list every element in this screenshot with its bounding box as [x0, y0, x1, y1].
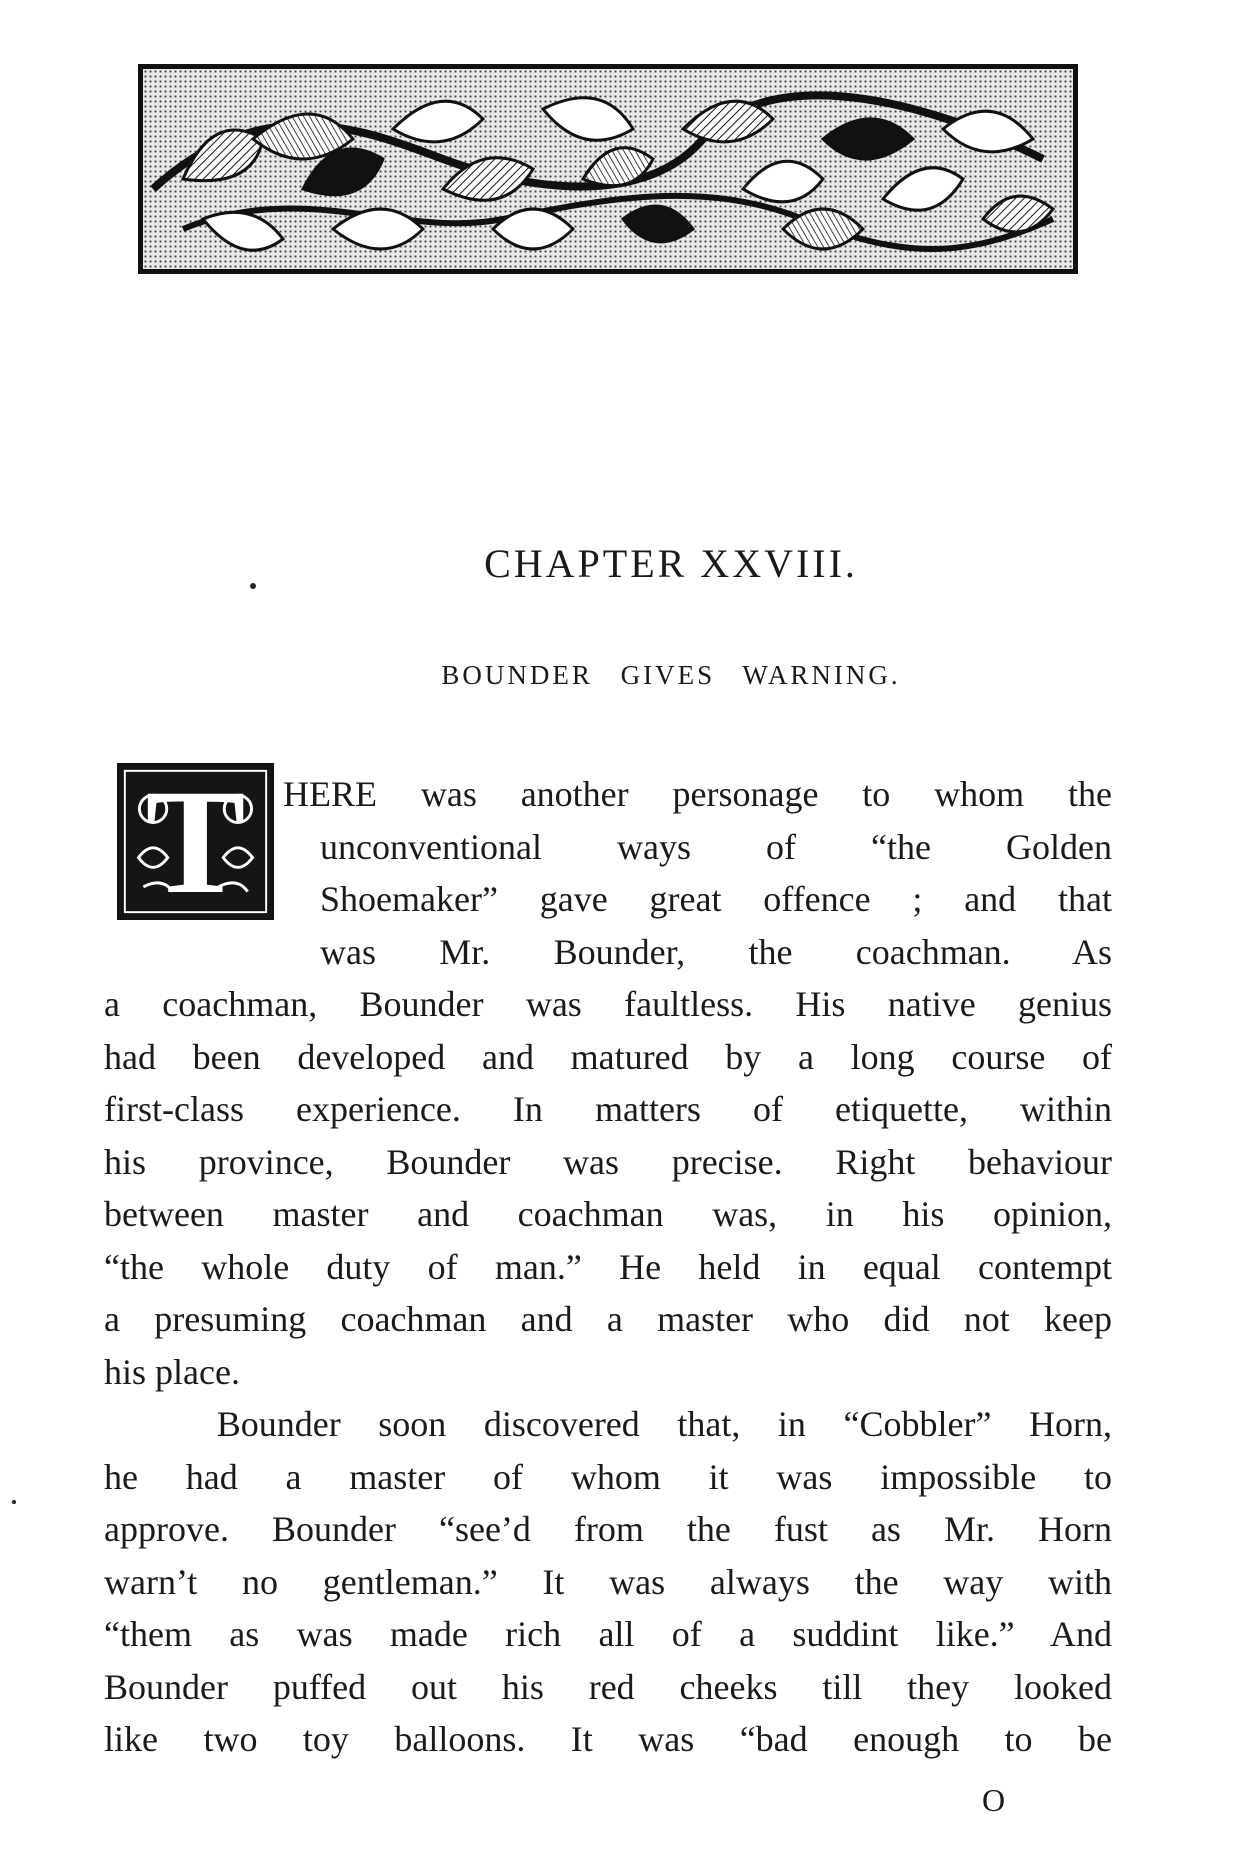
- paragraph1-indented-lines: [320, 821, 1112, 979]
- clover-vine-headpiece: [138, 64, 1078, 274]
- clover-vine-icon: [143, 69, 1073, 269]
- paragraph1-first-line: [283, 768, 1112, 821]
- text-line: warn’t no gentleman.” It was always the way with: [104, 1561, 1112, 1602]
- text-line: his place.: [104, 1351, 240, 1392]
- text-line: “the whole duty of man.” He held in equal contempt: [104, 1246, 1112, 1287]
- print-speck: [12, 1500, 16, 1504]
- text-line: Bounder soon discovered that, in “Cobbler” Horn,: [104, 1404, 1112, 1444]
- text-line: unconventional ways of “the Golden: [320, 826, 1112, 867]
- drop-cap-letter: T: [145, 759, 246, 925]
- text-line: approve. Bounder “see’d from the fust as Mr. Horn: [104, 1509, 1112, 1549]
- paragraph2-body: [104, 1398, 1112, 1766]
- text-line: first-class experience. In matters of etiquette, within: [104, 1089, 1112, 1129]
- text-line: like two toy balloons. It was “bad enough to be: [104, 1719, 1112, 1759]
- text-line: Shoemaker” gave great offence ; and that: [320, 879, 1112, 919]
- text-line: “them as was made rich all of a suddint like.” And: [104, 1614, 1112, 1654]
- text-line: was Mr. Bounder, the coachman. As: [320, 931, 1112, 972]
- chapter-subtitle: BOUNDER GIVES WARNING.: [441, 660, 901, 690]
- text-line: Bounder puffed out his red cheeks till they looked: [104, 1666, 1112, 1707]
- signature-mark: O: [982, 1782, 1006, 1818]
- print-speck: [250, 583, 256, 589]
- chapter-title: CHAPTER XXVIII.: [484, 541, 858, 586]
- text-line: had been developed and matured by a long course of: [104, 1036, 1112, 1077]
- text-line: between master and coachman was, in his opinion,: [104, 1194, 1112, 1234]
- drop-cap: [117, 759, 274, 925]
- text-line: a presuming coachman and a master who did not keep: [104, 1299, 1112, 1339]
- text-line: his province, Bounder was precise. Right behaviour: [104, 1141, 1112, 1182]
- text-line: he had a master of whom it was impossible to: [104, 1456, 1112, 1497]
- text-line: a coachman, Bounder was faultless. His native genius: [104, 984, 1112, 1024]
- paragraph1-body: [104, 978, 1112, 1398]
- text-line: HERE was another personage to whom the: [283, 774, 1112, 814]
